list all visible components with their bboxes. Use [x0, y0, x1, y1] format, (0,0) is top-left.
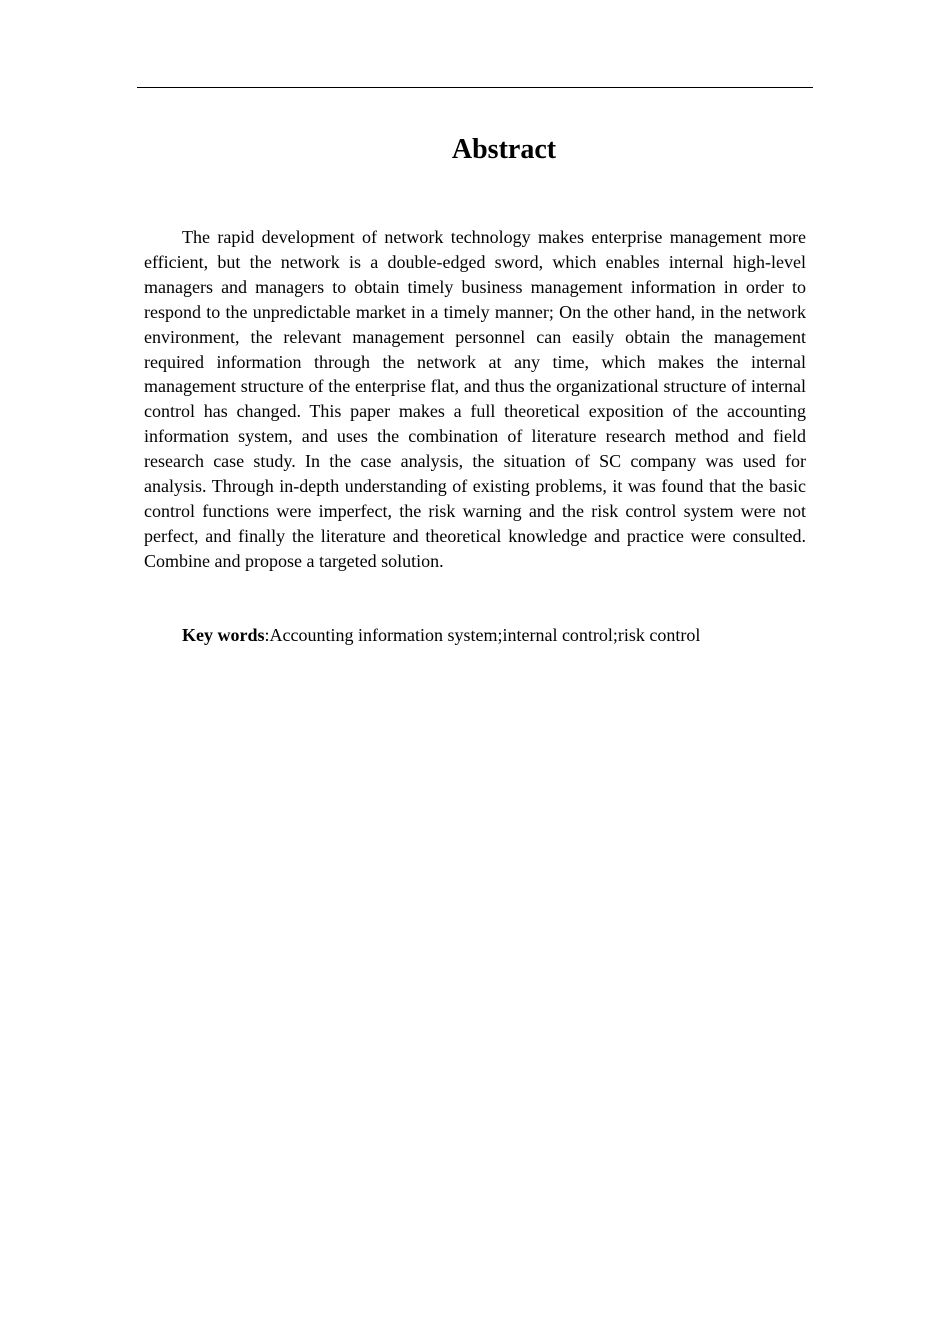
page-title: Abstract [451, 134, 557, 165]
keywords-text: :Accounting information system;internal control;risk control [264, 625, 701, 645]
keywords-line [144, 623, 806, 648]
header-rule [137, 87, 813, 88]
abstract-paragraph: The rapid development of network technology makes enterprise management more efficient, but the network is a double-edged sword, which enables internal high-level managers and managers to obtain timely business management information in order to respond to the unpredictable market in a timely manner; On the other hand, in the network environment, the relevant management personnel can easily obtain the management required information through the network at any time, which makes the internal management structure of the enterprise flat, and thus the organizational structure of internal control has changed. This paper makes a full theoretical exposition of the accounting information system, and uses the combination of literature research method and field research case study. In the case analysis, the situation of SC company was used for analysis. Through in-depth understanding of existing problems, it was found that the basic control functions were imperfect, the risk warning and the risk control system were not perfect, and finally the literature and theoretical knowledge and practice were consulted. Combine and propose a targeted solution. [144, 227, 806, 571]
keywords-label: Key words [182, 625, 265, 645]
